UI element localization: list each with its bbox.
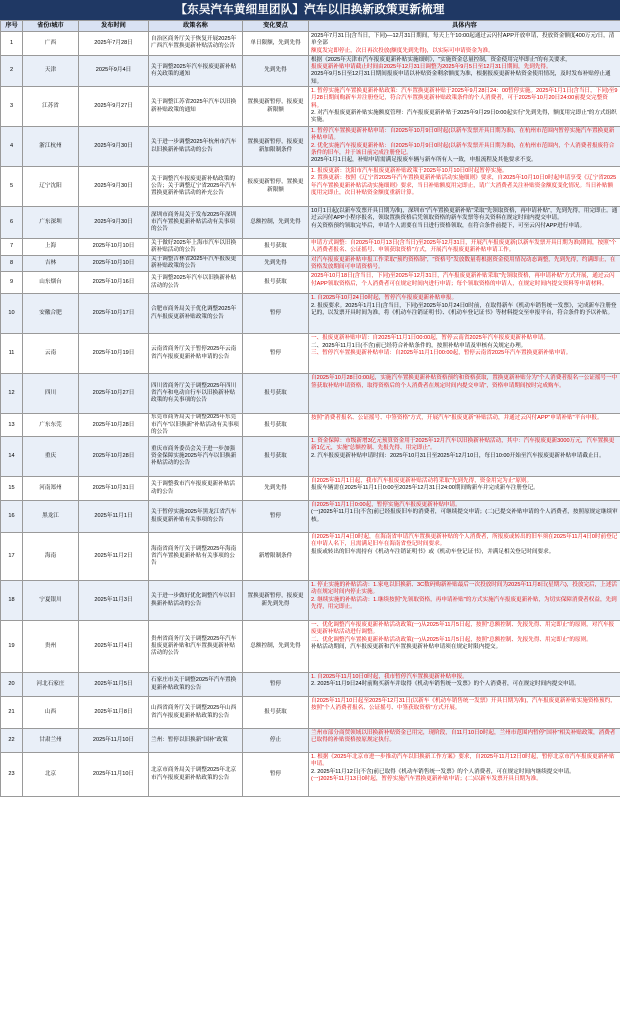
table-row xyxy=(1,621,620,673)
table-row xyxy=(1,697,620,729)
row-number: 16 xyxy=(1,501,23,533)
row-region: 广东深圳 xyxy=(23,207,79,239)
row-policy-name: 兰州：暂停以旧换新"国补"政策 xyxy=(149,729,243,753)
table-row xyxy=(1,673,620,697)
row-region: 甘肃兰州 xyxy=(23,729,79,753)
row-region: 宁夏银川 xyxy=(23,581,79,621)
content-line: 2. 对汽车报废更新补贴实施额度管理：汽车报废更新补贴于2025年9月29日0:00起实行"先到先得，额度用完即止"的方式组织实施。 xyxy=(311,109,617,124)
row-number: 18 xyxy=(1,581,23,621)
content-line: 2025年10月18日(含当日，下同)至2025年12月31日，汽车报废更新补贴采取"先领取资格，再申请补贴"方式开展，通过云闪付APP领取资格后，个人消费者可在规定时间内进行申请；每个领取资格的申请人，在规定时间内提交资料等申请材料。 xyxy=(311,273,615,287)
row-content xyxy=(309,621,620,673)
row-policy-name: 关于调整2025年汽车报废更新补贴有关政策的通知 xyxy=(149,55,243,86)
column-header-no: 序号 xyxy=(1,21,23,32)
row-number: 11 xyxy=(1,334,23,374)
content-line: 1. 根据《2025年北京市进一步推动汽车以旧换新工作方案》要求，自2025年11月12日0时起，暂停北京市汽车报废更新补贴申请。 xyxy=(311,754,615,768)
content-line: 一、报废更新补贴申请：自2025年11月1日00:00起，暂停云南省2025年汽车报废更新补贴申请。 xyxy=(311,335,549,342)
table-row xyxy=(1,55,620,86)
content-line: 自2025年11月10日起至2025年12月31日(以新车《机动车销售统一发票》开具日期为准)，汽车报废更新补贴实施资格预约，按照"个人消费者报名、公证摇号、中签获取资格"方式开展。 xyxy=(311,698,616,712)
row-date: 2025年9月27日 xyxy=(79,87,149,127)
column-header-policy: 政策名称 xyxy=(149,21,243,32)
table-row xyxy=(1,374,620,414)
row-content xyxy=(309,414,620,437)
content-line: 自2025年11月4日0时起，在海南省申请汽车置换更新补贴的个人消费者，所报废或转出的旧车须在2025年11月4日0时前登记在申请人名下，且需满足旧车在海南省登记时间要求。 xyxy=(311,534,618,548)
table-row xyxy=(1,437,620,477)
row-content xyxy=(309,334,620,374)
table-row xyxy=(1,581,620,621)
table-row xyxy=(1,414,620,437)
column-header-point: 变化要点 xyxy=(243,21,309,32)
row-region: 安徽合肥 xyxy=(23,294,79,334)
row-number: 20 xyxy=(1,673,23,697)
row-change-point: 停止 xyxy=(243,729,309,753)
row-region: 重庆 xyxy=(23,437,79,477)
row-number: 12 xyxy=(1,374,23,414)
row-policy-name: 贵州省商务厅关于调整2025年汽车报废更新补贴和汽车置换更新补贴活动的公告 xyxy=(149,621,243,673)
content-line: 按照"消费者报名、公证摇号、中签资格"方式，开展汽车"报废更新"补贴活动，并通过云闪付APP"申请补贴"平台申报。 xyxy=(311,415,603,422)
row-region: 广东东莞 xyxy=(23,414,79,437)
row-policy-name: 东莞市商务局关于调整2025年东莞市汽车"以旧换新"补贴活动有关事项的公告 xyxy=(149,414,243,437)
row-date: 2025年11月5日 xyxy=(79,673,149,697)
row-content xyxy=(309,294,620,334)
table-row xyxy=(1,294,620,334)
row-date: 2025年11月10日 xyxy=(79,729,149,753)
row-date: 2025年11月3日 xyxy=(79,581,149,621)
row-date: 2025年10月16日 xyxy=(79,272,149,294)
row-policy-name: 合肥市商务局关于优化调整2025年汽车报废更新补贴政策的公告 xyxy=(149,294,243,334)
row-change-point: 暂停 xyxy=(243,501,309,533)
content-line: 自2025年11月1日0:00起，暂停实施汽车报废更新补贴申请。 xyxy=(311,502,461,509)
row-region: 河南郑州 xyxy=(23,477,79,501)
row-change-point: 报号获取 xyxy=(243,437,309,477)
row-number: 21 xyxy=(1,697,23,729)
row-region: 云南 xyxy=(23,334,79,374)
content-line: 10月1日起(以新车发票开具日期为准)，深圳市"汽车置换更新补贴"采取"先领取资格，再申请补贴"，先到先得，用完即止。通过云闪付APP小程序报名，领取置换资格后凭领取资格的新车发票等有关资料在规定时间内提交申请。 xyxy=(311,208,618,222)
row-content xyxy=(309,533,620,581)
row-number: 15 xyxy=(1,477,23,501)
row-date: 2025年9月30日 xyxy=(79,207,149,239)
table-row xyxy=(1,477,620,501)
table-row xyxy=(1,87,620,127)
row-policy-name: 关于暂停实施2025年黑龙江省汽车报废更新补贴有关事项的公告 xyxy=(149,501,243,533)
row-policy-name: 山西省商务厅关于调整2025年山西省汽车报废更新补贴政策的公告 xyxy=(149,697,243,729)
row-policy-name: 石家庄市关于调整2025年汽车置换更新补贴政策的公告 xyxy=(149,673,243,697)
row-policy-name: 海南省商务厅关于调整2025年海南省汽车置换更新补贴有关事项的公告 xyxy=(149,533,243,581)
row-policy-name: 关于调整2025年汽车以旧换新补贴活动的公告 xyxy=(149,272,243,294)
row-change-point: 报号获取 xyxy=(243,414,309,437)
row-change-point: 新增限制条件 xyxy=(243,533,309,581)
content-line: 2. 继续实施的补贴活动：1.继续按照"先领取资格，再申请补贴"的方式实施汽车报废更新补贴，为切实保障消费者权益，先到先得，用完即止。 xyxy=(311,596,617,611)
content-line: 报废更新补贴申请截止时间由2025年12月31日调整为2025年9月5日至12月31日期间，先到先得。 xyxy=(311,64,552,71)
row-date: 2025年10月17日 xyxy=(79,294,149,334)
row-number: 3 xyxy=(1,87,23,127)
row-region: 黑龙江 xyxy=(23,501,79,533)
content-line: 1. 暂停汽车置换更新补贴申请：自2025年10月9日0时起(以新车发票开具日期为准)，在杭州市范围内暂停实施汽车置换更新补贴申请。 xyxy=(311,128,615,142)
row-date: 2025年9月30日 xyxy=(79,167,149,207)
row-date: 2025年9月30日 xyxy=(79,127,149,167)
row-content xyxy=(309,55,620,86)
policy-table xyxy=(0,20,620,797)
row-date: 2025年11月2日 xyxy=(79,533,149,581)
row-number: 23 xyxy=(1,753,23,797)
table-body xyxy=(1,32,620,797)
table-row xyxy=(1,167,620,207)
row-policy-name: 自治区商务厅关于恢复开展2025年广西汽车置换更新补贴活动的公告 xyxy=(149,32,243,56)
row-policy-name: 关于进一步调整2025年杭州市汽车以旧换新补贴活动的公告 xyxy=(149,127,243,167)
content-line: 1. 停止实施的补贴活动：1.家电以旧换新、3C数码购新补贴最后一次投放时间为2025年11月8日(星期六)，投放完后，上述活动在规定时间内停止实施。 xyxy=(311,582,618,596)
row-region: 浙江杭州 xyxy=(23,127,79,167)
row-policy-name: 关于做好2025年上海市汽车以旧换新补贴活动的公告 xyxy=(149,239,243,256)
table-row xyxy=(1,272,620,294)
row-region: 广西 xyxy=(23,32,79,56)
content-line: 2. 置换更新：按照《辽宁省2025年汽车置换更新补贴活动实施细则》要求，自2025年10月10日0时起申请享受《辽宁省2025年汽车置换更新补贴活动实施细则》要求，当日补贴额度用完即止，请广大消费者关注补贴资金额度变化情况。当日补贴额度用完即止，次日补贴资金额度重新计算。 xyxy=(311,175,617,196)
row-change-point: 总额控制，先到先得 xyxy=(243,621,309,673)
row-number: 22 xyxy=(1,729,23,753)
content-line: 报废车辆需在2025年11月1日0:00至2025年12月31日24:00期间购新车并完成新车注册登记。 xyxy=(311,485,539,492)
row-change-point: 暂停 xyxy=(243,673,309,697)
content-line: 2. 2025年11月12日(不含)前已取得《机动车销售统一发票》的个人消费者，可在规定时间内继续提交申请。 xyxy=(311,768,575,775)
table-row xyxy=(1,239,620,256)
table-row xyxy=(1,334,620,374)
content-line: 一、优化调整汽车报废更新补贴活动政策(一)从2025年11月5日起，按照"总额控制、先报先得、用完即止"的原则，对汽车报废更新补贴活动进行调整。 xyxy=(311,622,615,636)
row-content xyxy=(309,501,620,533)
row-number: 8 xyxy=(1,255,23,272)
content-line: 自2025年11月1日起，我市汽车报废更新补贴活动将采取"先到先得，资金用完为止"原则。 xyxy=(311,478,533,485)
row-number: 17 xyxy=(1,533,23,581)
content-line: 1. 报废更新：沈阳市汽车报废更新补贴政策于2025年10月10日0时起暂停实施。 xyxy=(311,168,508,175)
row-date: 2025年7月28日 xyxy=(79,32,149,56)
row-change-point: 暂停 xyxy=(243,334,309,374)
row-change-point: 报号获取 xyxy=(243,697,309,729)
row-number: 7 xyxy=(1,239,23,256)
content-line: 兰州市部分商贸领域以旧换新补贴资金已用完，现阶段，自11月10日0时起，兰州市范围内暂停"国补"相关补贴政策，消费者已取得的补贴资格按原规定执行。 xyxy=(311,730,616,744)
row-date: 2025年10月10日 xyxy=(79,255,149,272)
row-change-point: 报号获取 xyxy=(243,272,309,294)
row-content xyxy=(309,729,620,753)
table-row xyxy=(1,127,620,167)
row-content xyxy=(309,32,620,56)
table-row xyxy=(1,255,620,272)
content-line: 2025年1月1日起，补贴申请需满足报废车辆与新车所有人一致，申报流程及其他要求不变。 xyxy=(311,157,537,164)
content-line: 补贴活动期间，汽车报废更新和汽车置换更新补贴申请须在规定时限内提交。 xyxy=(311,644,502,651)
row-change-point: 置换更新暂停，报废更新加限制条件 xyxy=(243,127,309,167)
row-content xyxy=(309,255,620,272)
row-content xyxy=(309,753,620,797)
content-line: 额度发完即停止，次日再次投放(额度先到先得)，以实际可申请资金为准。 xyxy=(311,47,494,54)
content-line: 2025年9月5日至12月31日期间报废申请以补贴资金剩余额度为准，根据报废更新补贴资金使用情况，及时发布补贴停止通知。 xyxy=(311,71,611,85)
row-date: 2025年10月10日 xyxy=(79,239,149,256)
row-region: 吉林 xyxy=(23,255,79,272)
row-date: 2025年11月4日 xyxy=(79,621,149,673)
row-region: 辽宁沈阳 xyxy=(23,167,79,207)
row-change-point: 报号获取 xyxy=(243,239,309,256)
column-header-region: 省份/城市 xyxy=(23,21,79,32)
content-line: 2. 优化实施汽车报废更新补贴：自2025年10月9日0时起(以新车发票开具日期为准)，在杭州市范围内，个人消费者报废符合条件的旧车，并于该日前完成注册登记。 xyxy=(311,142,615,156)
row-date: 2025年9月4日 xyxy=(79,55,149,86)
row-date: 2025年10月28日 xyxy=(79,414,149,437)
row-policy-name: 云南省商务厅关于暂停2025年云南省汽车报废更新补贴申请的公告 xyxy=(149,334,243,374)
row-content xyxy=(309,374,620,414)
row-policy-name: 关于调整我市汽车报废更新补贴活动的公告 xyxy=(149,477,243,501)
content-line: 2. 报废要求。2025年1月1日(含当日，下同)至2025年10月24日0时前，在取得新车《机动车销售统一发票》，完成新车注册登记的，以发票开具时间为准，将《机动车注销证明书》、《机动车登记证书》等材料提交至申报平台，符合条件的予以补贴。 xyxy=(311,302,617,316)
row-region: 四川 xyxy=(23,374,79,414)
row-change-point: 总额控制，先到先得 xyxy=(243,207,309,239)
row-policy-name: 四川省商务厅关于调整2025年四川省汽车和电动自行车以旧换新补贴政策的有关事项的公告 xyxy=(149,374,243,414)
row-policy-name: 关于进一步做好优化调整汽车以旧换新补贴活动的公告 xyxy=(149,581,243,621)
table-row xyxy=(1,729,620,753)
content-line: 对汽车报废更新补贴申报工作采取"预约资格制"，"资格号"发放数量将根据资金使用情况动态调整，先到先得，约满即止，在资格发放期间可申请资格号。 xyxy=(311,256,616,270)
row-number: 2 xyxy=(1,55,23,86)
row-number: 9 xyxy=(1,272,23,294)
row-change-point: 先到先得 xyxy=(243,255,309,272)
column-header-content: 具体内容 xyxy=(309,21,620,32)
row-change-point: 先到先得 xyxy=(243,55,309,86)
row-change-point: 单日限额，先到先得 xyxy=(243,32,309,56)
row-number: 5 xyxy=(1,167,23,207)
row-content xyxy=(309,697,620,729)
row-date: 2025年10月19日 xyxy=(79,334,149,374)
row-region: 海南 xyxy=(23,533,79,581)
document-title: 【东吴汽车黄细里团队】汽车以旧换新政策更新梳理 xyxy=(0,0,620,20)
row-content xyxy=(309,673,620,697)
table-row xyxy=(1,32,620,56)
row-content xyxy=(309,477,620,501)
row-change-point: 报号获取 xyxy=(243,374,309,414)
row-content xyxy=(309,437,620,477)
row-content xyxy=(309,272,620,294)
row-change-point: 置换更新暂停，报废更新限额 xyxy=(243,87,309,127)
content-line: (一)2025年11月1日(不含)前已经报废旧车的消费者，可继续提交申请；(二)已提交补贴申请的个人消费者，按照原规定继续审核。 xyxy=(311,509,618,523)
content-line: 二、2025年11月1日(不含)前已经符合补贴条件的，按照补贴申请及审核有关规定办理。 xyxy=(311,342,527,349)
row-change-point: 暂停 xyxy=(243,294,309,334)
row-policy-name: 关于调整吉林省2025年汽车报废更新补贴政策的公告 xyxy=(149,255,243,272)
column-header-date: 发布时间 xyxy=(79,21,149,32)
row-region: 江苏省 xyxy=(23,87,79,127)
row-date: 2025年10月28日 xyxy=(79,437,149,477)
row-number: 6 xyxy=(1,207,23,239)
content-line: 2. 2025年11月9日24时前购买新车并取得《机动车销售统一发票》的个人消费者，可在规定时间内提交申请。 xyxy=(311,681,580,688)
row-content xyxy=(309,207,620,239)
row-number: 10 xyxy=(1,294,23,334)
row-region: 山西 xyxy=(23,697,79,729)
row-number: 13 xyxy=(1,414,23,437)
row-content xyxy=(309,127,620,167)
row-region: 北京 xyxy=(23,753,79,797)
row-region: 天津 xyxy=(23,55,79,86)
row-number: 14 xyxy=(1,437,23,477)
content-line: 自2025年10月28日0:00起，实施汽车置换更新补贴资格预约和资格获取，置换更新补贴分为"个人消费者报名一公证摇号一中签获取补贴申请资格，取得资格后的个人消费者在规定时间内提交申请"，资格申请期间按时完成购车。 xyxy=(311,375,618,389)
row-date: 2025年11月10日 xyxy=(79,753,149,797)
row-content xyxy=(309,581,620,621)
content-line: 三、暂停汽车置换更新补贴申请：自2025年11月1日00:00起，暂停云南省2025年汽车置换更新补贴申请。 xyxy=(311,349,572,356)
row-policy-name: 重庆市商务委员会关于进一步加强资金保障实施2025年汽车以旧换新补贴活动的公告 xyxy=(149,437,243,477)
content-line: (一)2025年11月13日0时起，暂停实施汽车置换更新补贴申请；(二)以新车发票开具日期为准。 xyxy=(311,776,542,783)
row-date: 2025年10月31日 xyxy=(79,477,149,501)
row-change-point: 报废更新暂停，置换更新限额 xyxy=(243,167,309,207)
table-row xyxy=(1,753,620,797)
row-change-point: 先到先得 xyxy=(243,477,309,501)
content-line: 二、优化调整汽车置换更新补贴活动政策(一)从2025年11月5日起，按照"总额控制、先报先得、用完即止"的原则。 xyxy=(311,636,592,643)
content-line: 2025年7月31日(含当日，下同)—12月31日期间，每天上午10:00起通过云闪付APP开放申请，投放资金额度400万元/日，清单全部 xyxy=(311,33,615,47)
content-line: 根据《2025年天津市汽车报废更新补贴实施细则》，"实施资金总量控制，资金使用完毕即止"的有关要求， xyxy=(311,56,571,63)
row-change-point: 暂停 xyxy=(243,753,309,797)
row-date: 2025年11月8日 xyxy=(79,697,149,729)
content-line: 2. 汽车报废更新补贴申请时间：2025年10月31日至2025年12月10日，每日10:00开始至汽车报废更新补贴申请截止日。 xyxy=(311,452,605,459)
row-date: 2025年10月27日 xyxy=(79,374,149,414)
row-change-point: 置换更新暂停，报废更新先到先得 xyxy=(243,581,309,621)
row-number: 19 xyxy=(1,621,23,673)
content-line: 1. 暂停实施汽车置换更新补贴政策：汽车置换更新补贴于2025年9月28日24：00暂停实施。2025年1月1日(含当日，下同)至9月28日期间购新车并注册登记，符合汽车置换更新补贴政策条件的个人消费者，可于2025年10月20日24:00前提交完整资料。 xyxy=(311,88,618,109)
table-row xyxy=(1,501,620,533)
row-region: 河北石家庄 xyxy=(23,673,79,697)
content-line: 1. 自2025年11月10日0时起，我市暂停汽车置换更新补贴申报。 xyxy=(311,674,468,681)
row-date: 2025年11月1日 xyxy=(79,501,149,533)
content-line: 有关资格预约领取完毕后，申请个人需要在当日进行资格领取，在符合条件前提下，可至云闪付APP进行申请。 xyxy=(311,222,586,229)
row-region: 上海 xyxy=(23,239,79,256)
row-policy-name: 深圳市商务局关于发布2025年深圳市汽车置换更新补贴活动有关事项的公告 xyxy=(149,207,243,239)
row-content xyxy=(309,87,620,127)
table-row xyxy=(1,207,620,239)
content-line: 报废或转出的旧车需持有《机动车注销证明书》或《机动车登记证书》，并满足相关登记时间要求。 xyxy=(311,548,555,555)
content-line: 申请方式调整：自2025年10月13日(含当日)至2025年12月31日，开展汽车报废更新(以新车发票开具日期为准)期间，按照"个人消费者报名、公证摇号、申领获取资格"方式，开展汽车报废更新补贴申请工作。 xyxy=(311,240,617,254)
row-content xyxy=(309,167,620,207)
row-content xyxy=(309,239,620,256)
content-line: 1. 资金保障：市级新增3亿元预算资金用于2025年12月汽车以旧换新补贴活动，其中：汽车报废更新3000万元，汽车置换更新1亿元，实施"总额控制、先报先得、用完即止"。 xyxy=(311,438,615,452)
content-line: 1. 自2025年10月24日0时起，暂停汽车报废更新补贴申报。 xyxy=(311,295,458,302)
row-policy-name: 关于调整江苏省2025年汽车以旧换新补贴政策的通知 xyxy=(149,87,243,127)
row-region: 贵州 xyxy=(23,621,79,673)
row-number: 1 xyxy=(1,32,23,56)
row-policy-name: 北京市商务局关于调整2025年北京市汽车报废更新补贴政策的公告 xyxy=(149,753,243,797)
row-region: 山东烟台 xyxy=(23,272,79,294)
table-header-row xyxy=(1,21,620,32)
row-policy-name: 关于调整汽车报废更新补贴政策的公告；关于调整辽宁省2025年汽车置换更新补贴活动的补充公告 xyxy=(149,167,243,207)
table-row xyxy=(1,533,620,581)
row-number: 4 xyxy=(1,127,23,167)
